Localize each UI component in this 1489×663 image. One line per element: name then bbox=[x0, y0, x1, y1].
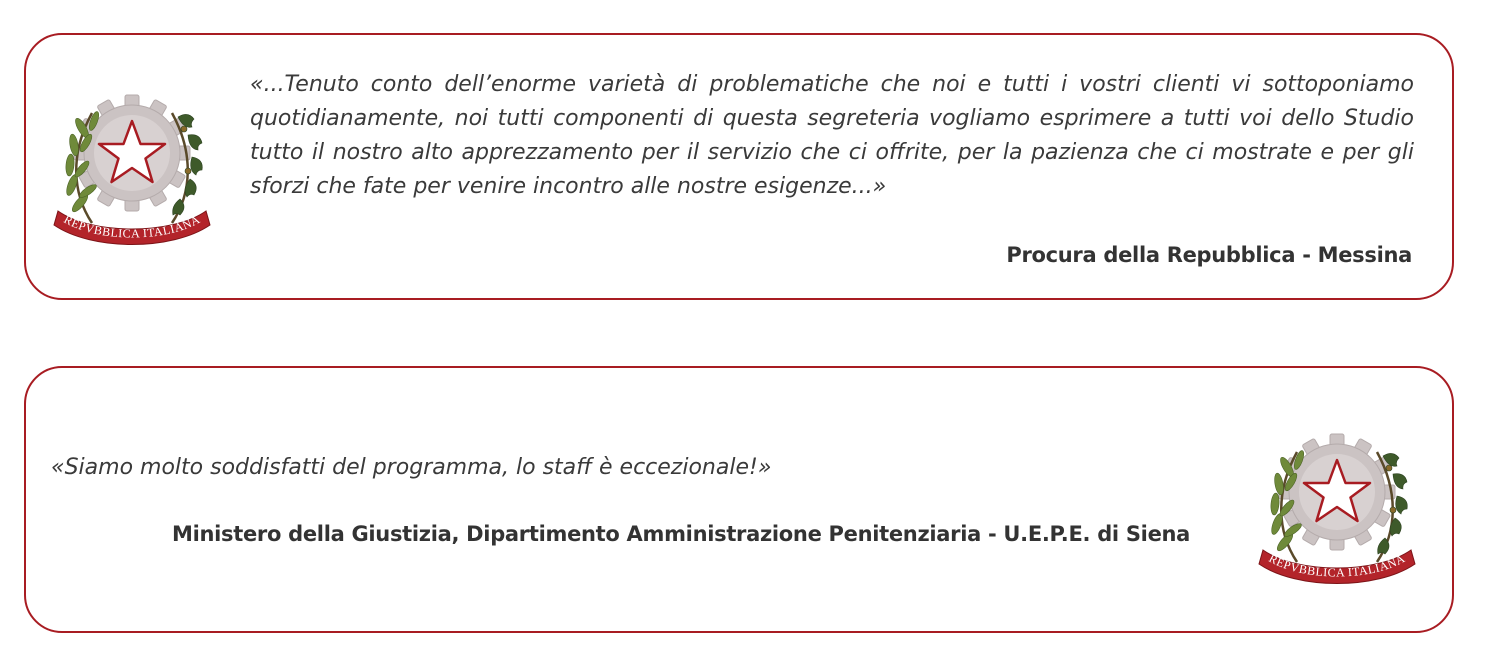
testimonial-quote: «Siamo molto soddisfatti del programma, lo staff è eccezionale!» bbox=[51, 455, 772, 480]
testimonial-card bbox=[24, 366, 1454, 633]
testimonial-quote: «...Tenuto conto dell’enorme varietà di problematiche che noi e tutti i vostri clienti vi sottoponiamo quotidianamente, noi tutti componenti di questa segreteria vogliamo esprimere a tutti voi dello Studio tutto il nostro alto apprezzamento per il servizio che ci offrite, per la pazienza che ci mostrate e per gli sforzi che fate per venire incontro alle nostre esigenze...» bbox=[250, 72, 1414, 199]
testimonial-card bbox=[24, 33, 1454, 300]
italian-republic-emblem-icon bbox=[52, 73, 212, 251]
testimonial-author: Procura della Repubblica - Messina bbox=[1006, 243, 1412, 267]
testimonial-author: Ministero della Giustizia, Dipartimento Amministrazione Penitenziaria - U.E.P.E. di Siena bbox=[172, 522, 1191, 546]
italian-republic-emblem-icon bbox=[1257, 412, 1417, 590]
